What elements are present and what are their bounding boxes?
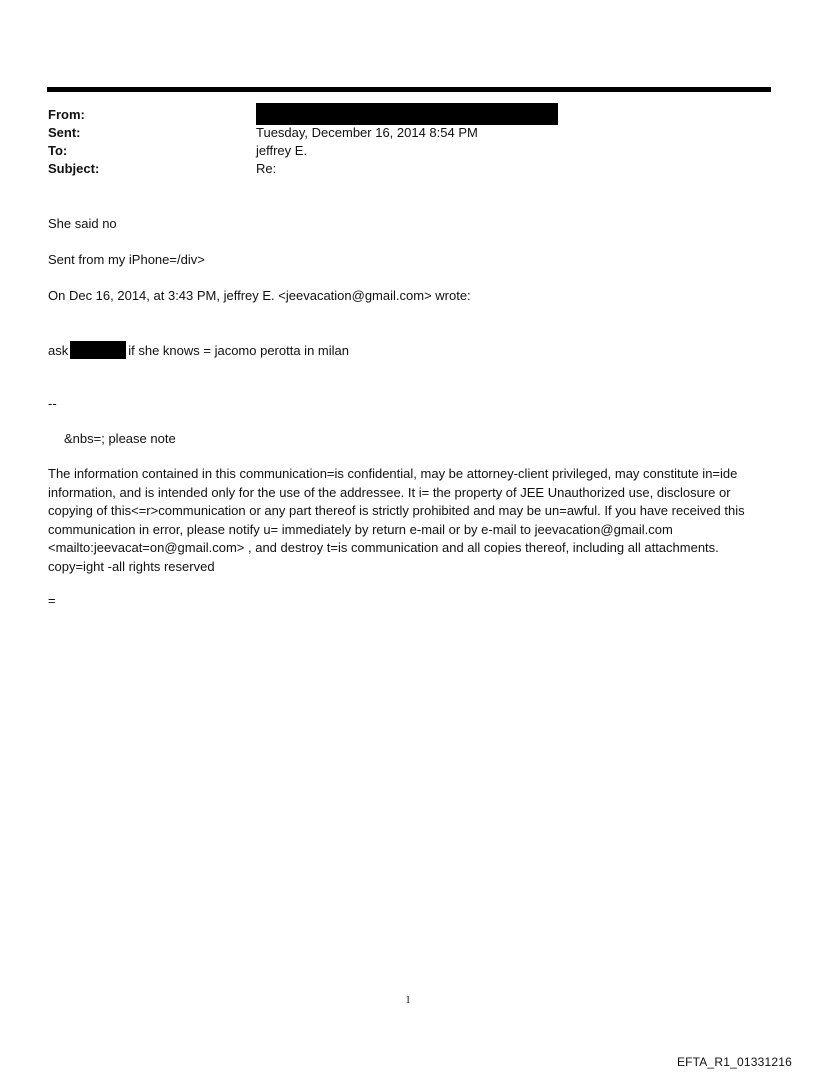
- quoted-intro: On Dec 16, 2014, at 3:43 PM, jeffrey E. <jeevacation@gmail.com> wrote:: [48, 288, 471, 303]
- document-id: EFTA_R1_01331216: [676, 1055, 792, 1069]
- quoted-ask-line: [48, 341, 349, 360]
- please-note: &nbs=; please note: [64, 431, 176, 446]
- confidentiality-disclaimer: The information contained in this communication=is confidential, may be attorney-client privileged, may constitute in=ide information, and is intended only for the use of the addressee. It i= the property of JEE Unauthorized use, disclosure or copying of this<=r>communication or any part thereof is strictly prohibited and may be un=awful. If you have received this communication in error, please notify u= immediately by return e-mail or by e-mail to jeevacation@gmail.com <mailto:jeevacat=on@gmail.com> , and destroy t=is communication and all copies thereof, including all attachments. copy=ight -all rights reserved: [48, 466, 745, 574]
- to-row: [48, 142, 768, 160]
- subject-value: Re:: [256, 161, 277, 176]
- from-row: [48, 106, 768, 124]
- redaction-box: [256, 103, 558, 125]
- trailing-char: =: [48, 593, 56, 608]
- ask-word: ask: [48, 343, 69, 358]
- redaction-box: [70, 341, 126, 359]
- email-header: [48, 106, 768, 178]
- page-number: 1: [405, 994, 411, 1006]
- signature-separator: --: [48, 396, 57, 411]
- from-label: From:: [48, 107, 85, 122]
- sent-row: [48, 124, 768, 142]
- subject-label: Subject:: [48, 161, 100, 176]
- body-line-reply: She said no: [48, 216, 117, 231]
- body-signature: Sent from my iPhone=/div>: [48, 252, 205, 267]
- header-rule: [47, 87, 771, 92]
- subject-row: [48, 160, 768, 178]
- ask-rest: if she knows = jacomo perotta in milan: [128, 343, 349, 358]
- sent-label: Sent:: [48, 125, 81, 140]
- to-value: jeffrey E.: [256, 143, 308, 158]
- to-label: To:: [48, 143, 68, 158]
- sent-value: Tuesday, December 16, 2014 8:54 PM: [256, 125, 478, 140]
